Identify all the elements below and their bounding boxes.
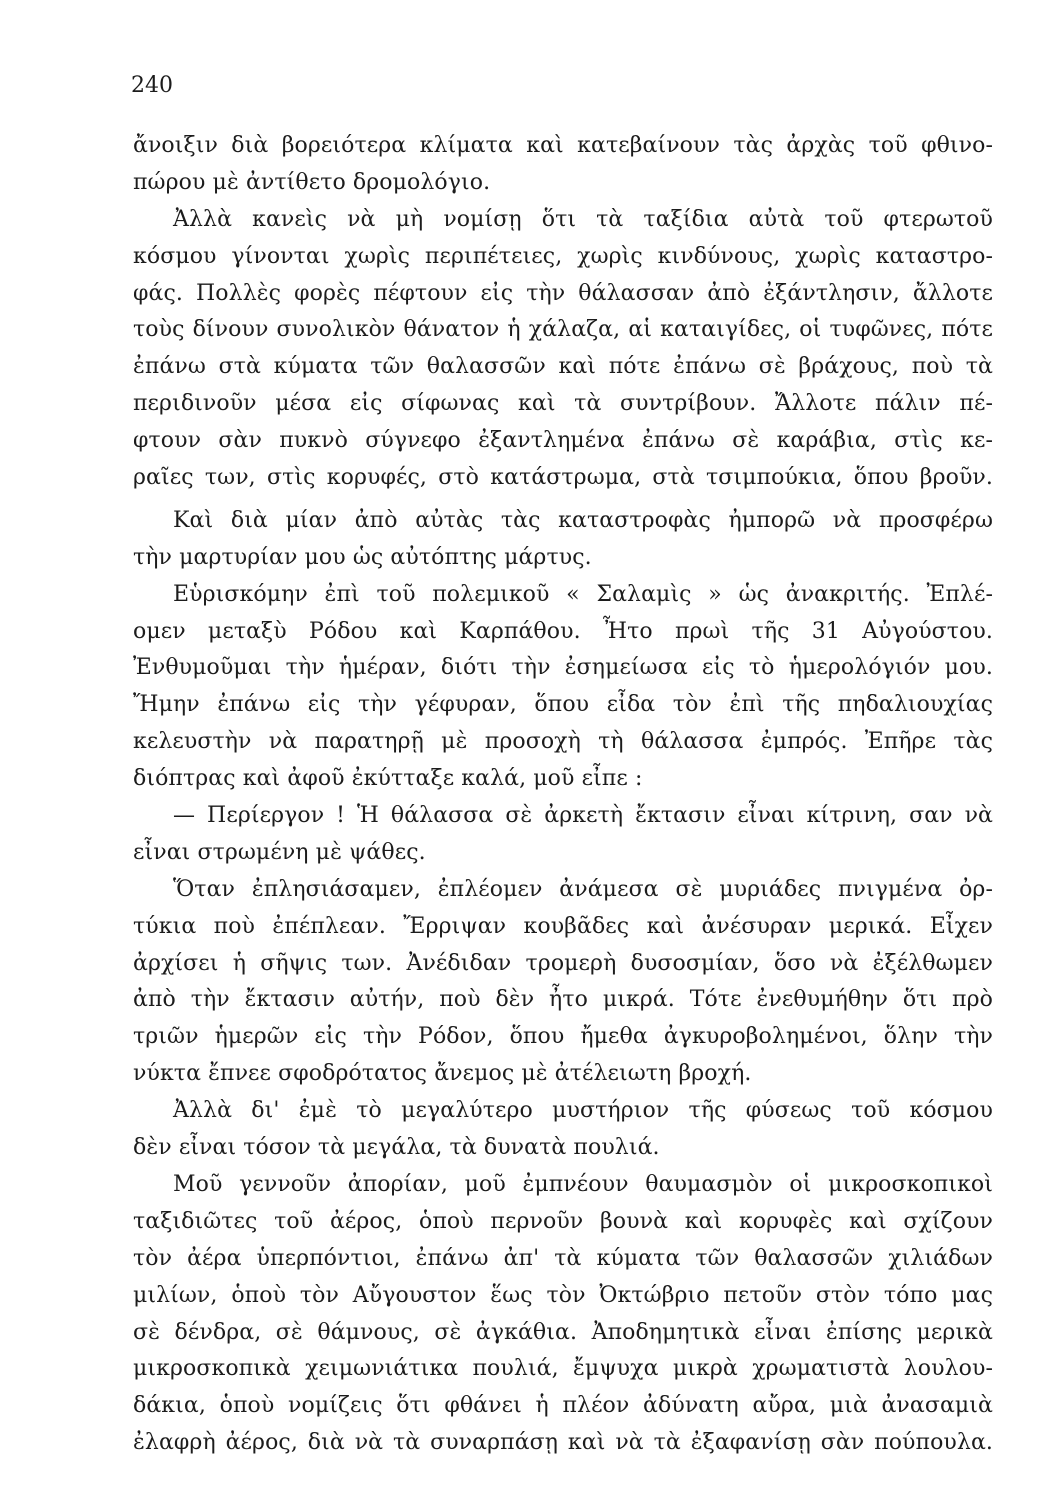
text-line: ἀρχίσει ἡ σῆψις των. Ἀνέδιδαν τρομερὴ δυσοσμίαν, ὅσο νὰ ἐξέλθωμεν [133, 950, 993, 976]
text-line: ἐλαφρὴ ἀέρος, διὰ νὰ τὰ συναρπάσῃ καὶ νὰ τὰ ἐξαφανίσῃ σὰν πούπουλα. [133, 1430, 993, 1456]
text-line: Ἐνθυμοῦμαι τὴν ἡμέραν, διότι τὴν ἐσημείωσα εἰς τὸ ἡμερολόγιόν μου. [133, 655, 993, 681]
text-line: κόσμου γίνονται χωρὶς περιπέτειες, χωρὶς κινδύνους, χωρὶς καταστρο- [133, 243, 993, 269]
text-line: περιδινοῦν μέσα εἰς σίφωνας καὶ τὰ συντρίβουν. Ἄλλοτε πάλιν πέ- [133, 391, 993, 417]
text-line: μιλίων, ὁποὺ τὸν Αὔγουστον ἕως τὸν Ὀκτώβριο πετοῦν στὸν τόπο μας [133, 1282, 993, 1308]
text-line: νύκτα ἔπνεε σφοδρότατος ἄνεμος μὲ ἀτέλειωτη βροχή. [133, 1061, 752, 1087]
text-line: — Περίεργον ! Ἡ θάλασσα σὲ ἀρκετὴ ἔκτασιν εἶναι κίτρινη, σαν νὰ [173, 803, 993, 829]
text-line: τριῶν ἡμερῶν εἰς τὴν Ρόδον, ὅπου ἤμεθα ἀγκυροβολημένοι, ὅλην τὴν [133, 1024, 993, 1050]
page-number: 240 [131, 73, 173, 98]
text-line: ἀπὸ τὴν ἔκτασιν αὐτήν, ποὺ δὲν ἦτο μικρά. Τότε ἐνεθυμήθην ὅτι πρὸ [133, 987, 993, 1013]
text-line: φάς. Πολλὲς φορὲς πέφτουν εἰς τὴν θάλασσαν ἀπὸ ἐξάντλησιν, ἄλλοτε [133, 280, 993, 306]
text-line: Ἀλλὰ δι' ἐμὲ τὸ μεγαλύτερο μυστήριον τῆς φύσεως τοῦ κόσμου [173, 1098, 993, 1124]
text-line: σὲ δένδρα, σὲ θάμνους, σὲ ἀγκάθια. Ἀποδημητικὰ εἶναι ἐπίσης μερικὰ [133, 1319, 993, 1345]
text-line: Ὅταν ἐπλησιάσαμεν, ἐπλέομεν ἀνάμεσα σὲ μυριάδες πνιγμένα ὀρ- [173, 876, 993, 902]
text-line: τοὺς δίνουν συνολικὸν θάνατον ἡ χάλαζα, αἱ καταιγίδες, οἱ τυφῶνες, πότε [133, 317, 993, 343]
text-line: ραῖες των, στὶς κορυφές, στὸ κατάστρωμα, στὰ τσιμπούκια, ὅπου βροῦν. [133, 465, 993, 491]
text-line: Καὶ διὰ μίαν ἀπὸ αὐτὰς τὰς καταστροφὰς ἠμπορῶ νὰ προσφέρω [173, 507, 993, 533]
text-line: τύκια ποὺ ἐπέπλεαν. Ἔρριψαν κουβᾶδες καὶ ἀνέσυραν μερικά. Εἶχεν [133, 913, 993, 939]
text-line: κελευστὴν νὰ παρατηρῇ μὲ προσοχὴ τὴ θάλασσα ἐμπρός. Ἐπῆρε τὰς [133, 729, 993, 755]
text-line: τὴν μαρτυρίαν μου ὡς αὐτόπτης μάρτυς. [133, 544, 592, 570]
text-line: πώρου μὲ ἀντίθετο δρομολόγιο. [133, 169, 491, 195]
body-text [133, 128, 993, 1462]
text-line: διόπτρας καὶ ἀφοῦ ἐκύτταξε καλά, μοῦ εἶπε : [133, 766, 643, 792]
text-line: ἐπάνω στὰ κύματα τῶν θαλασσῶν καὶ πότε ἐπάνω σὲ βράχους, ποὺ τὰ [133, 354, 993, 380]
text-line: μικροσκοπικὰ χειμωνιάτικα πουλιά, ἔμψυχα μικρὰ χρωματιστὰ λουλου- [133, 1356, 993, 1382]
text-line: Ἀλλὰ κανεὶς νὰ μὴ νομίσῃ ὅτι τὰ ταξίδια αὐτὰ τοῦ φτερωτοῦ [173, 206, 993, 232]
text-line: τὸν ἀέρα ὑπερπόντιοι, ἐπάνω ἀπ' τὰ κύματα τῶν θαλασσῶν χιλιάδων [133, 1245, 993, 1271]
text-line: ταξιδιῶτες τοῦ ἀέρος, ὁποὺ περνοῦν βουνὰ καὶ κορυφὲς καὶ σχίζουν [133, 1208, 993, 1234]
text-line: ἄνοιξιν διὰ βορειότερα κλίματα καὶ κατεβαίνουν τὰς ἀρχὰς τοῦ φθινο- [133, 133, 993, 158]
text-line: εἶναι στρωμένη μὲ ψάθες. [133, 839, 426, 865]
text-line: δάκια, ὁποὺ νομίζεις ὅτι φθάνει ἡ πλέον ἀδύνατη αὔρα, μιὰ ἀνασαμιὰ [133, 1393, 993, 1419]
text-line: δὲν εἶναι τόσον τὰ μεγάλα, τὰ δυνατὰ πουλιά. [133, 1135, 660, 1161]
text-line: ομεν μεταξὺ Ρόδου καὶ Καρπάθου. Ἦτο πρωὶ τῆς 31 Αὐγούστου. [133, 618, 993, 644]
text-line: φτουν σὰν πυκνὸ σύγνεφο ἐξαντλημένα ἐπάνω σὲ καράβια, στὶς κε- [133, 428, 993, 454]
text-line: Εὑρισκόμην ἐπὶ τοῦ πολεμικοῦ « Σαλαμὶς » ὡς ἀνακριτής. Ἐπλέ- [173, 581, 993, 607]
text-line: Ἤμην ἐπάνω εἰς τὴν γέφυραν, ὅπου εἶδα τὸν ἐπὶ τῆς πηδαλιουχίας [133, 692, 993, 718]
text-line: Μοῦ γεννοῦν ἀπορίαν, μοῦ ἐμπνέουν θαυμασμὸν οἱ μικροσκοπικοὶ [173, 1171, 993, 1197]
